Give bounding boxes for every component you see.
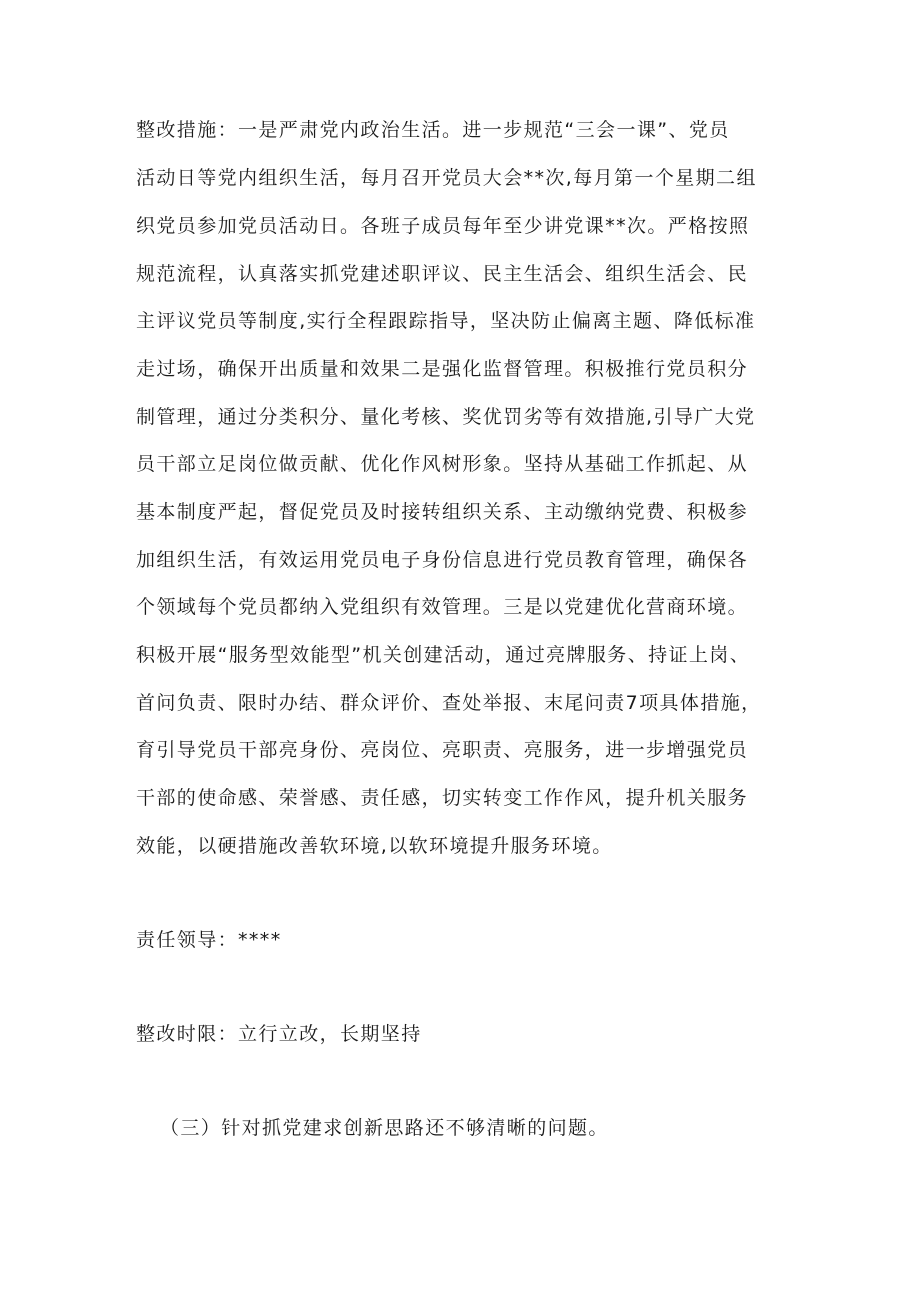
measures-line-10: 加组织生活，有效运用党员电子身份信息进行党员教育管理，确保各 [136,549,749,571]
measures-line-12: 积极开展“服务型效能型”机关创建活动，通过亮牌服务、持证上岗、 [136,644,751,666]
measures-line-1: 整改措施：一是严肃党内政治生活。进一步规范“三会一课”、党员 [136,119,730,141]
measures-line-2: 活动日等党内组织生活，每月召开党员大会**次,每月第一个星期二组 [136,167,757,189]
measures-line-9: 基本制度严起，督促党员及时接转组织关系、主动缴纳党费、积极参 [136,501,749,523]
measures-line-7: 制管理，通过分类积分、量化考核、奖优罚劣等有效措施,引导广大党 [136,406,756,428]
measures-line-11: 个领域每个党员都纳入党组织有效管理。三是以党建优化营商环境。 [136,596,749,618]
measures-line-3: 织党员参加党员活动日。各班子成员每年至少讲党课**次。严格按照 [136,215,750,237]
measures-line-15: 干部的使命感、荣誉感、责任感，切实转变工作作风，提升机关服务 [136,787,749,809]
responsible-leader: 责任领导：**** [136,929,282,951]
measures-line-14: 育引导党员干部亮身份、亮岗位、亮职责、亮服务，进一步增强党员 [136,739,749,761]
measures-line-13: 首问负责、限时办结、群众评价、查处举报、末尾问责7项具体措施， [136,692,762,714]
measures-line-5: 主评议党员等制度,实行全程跟踪指导，坚决防止偏离主题、降低标准 [136,310,756,332]
measures-line-16: 效能，以硬措施改善软环境,以软环境提升服务环境。 [136,835,613,857]
measures-line-6: 走过场，确保开出质量和效果二是强化监督管理。积极推行党员积分 [136,358,749,380]
measures-line-4: 规范流程，认真落实抓党建述职评议、民主生活会、组织生活会、民 [136,263,749,285]
measures-line-8: 员干部立足岗位做贡献、优化作风树形象。坚持从基础工作抓起、从 [136,453,749,475]
rectification-deadline: 整改时限：立行立改，长期坚持 [136,1023,422,1045]
section-heading: （三）针对抓党建求创新思路还不够清晰的问题。 [160,1117,609,1139]
